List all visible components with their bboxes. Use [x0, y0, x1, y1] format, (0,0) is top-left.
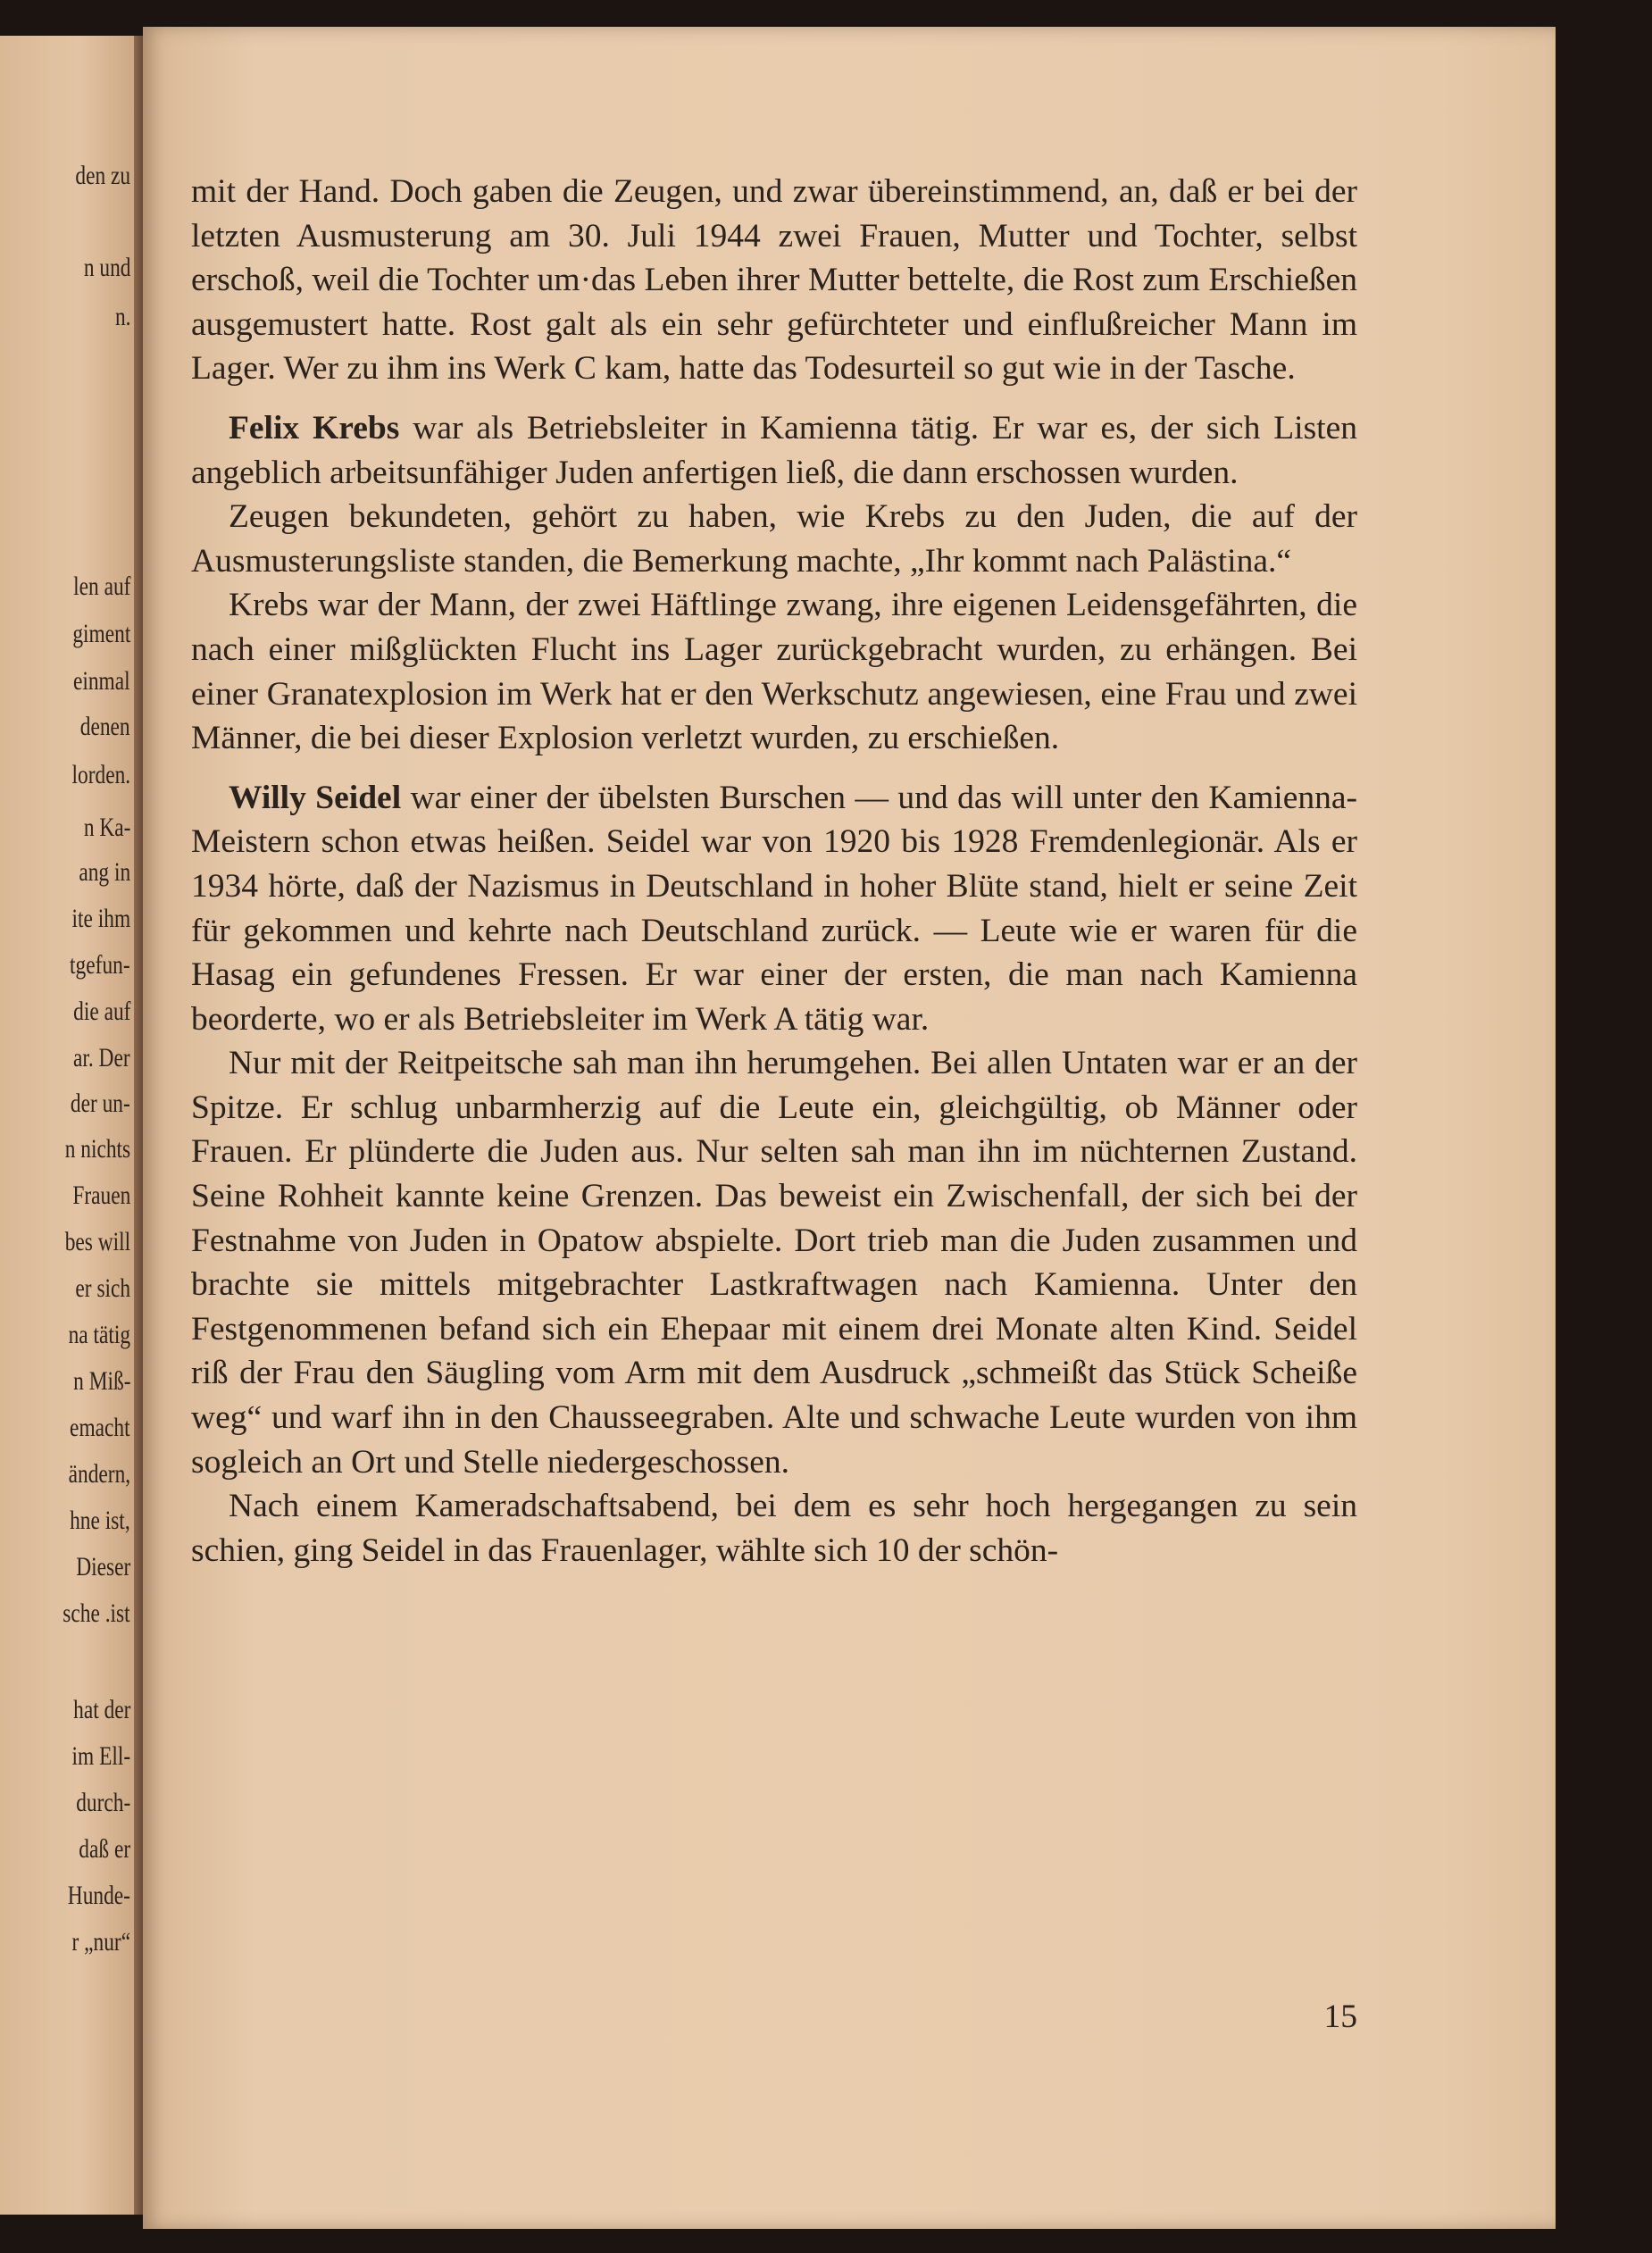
previous-page-line: r „nur“ [71, 1927, 130, 1957]
previous-page-line: n. [114, 302, 130, 331]
previous-page-line: durch- [75, 1788, 130, 1817]
previous-page-line: Frauen [72, 1181, 130, 1210]
previous-page-line: n nichts [64, 1134, 130, 1164]
paragraph-7 [191, 1484, 1357, 1573]
previous-page-line: Hunde- [67, 1881, 130, 1910]
background-edge [1556, 27, 1652, 2229]
previous-page-line: tgefun- [70, 950, 130, 980]
paragraph-3-text: Zeugen bekundeten, gehört zu haben, wie Krebs zu den Juden, die auf der Ausmusterungsliste standen, die Bemerkung machte, „Ihr kommt nach Palästina.“ [191, 498, 1357, 580]
previous-page-line: ang in [79, 857, 130, 887]
previous-page-line: hat der [72, 1695, 130, 1724]
paragraph-7-text: Nach einem Kameradschaftsabend, bei dem es sehr hoch hergegangen zu sein schien, ging Seidel in das Frauenlager, wählte sich 10 der schön- [191, 1488, 1357, 1569]
paragraph-5 [191, 776, 1357, 1042]
paragraph-1 [191, 170, 1357, 391]
previous-page-line: emacht [70, 1413, 130, 1442]
previous-page-line: n Miß- [72, 1366, 130, 1396]
previous-page-edge [0, 36, 143, 2215]
previous-page-line: sche .ist [63, 1598, 130, 1628]
paragraph-4 [191, 583, 1357, 760]
paragraph-6-text: Nur mit der Reitpeitsche sah man ihn herumgehen. Bei allen Untaten war er an der Spitze. Er schlug unbarmherzig auf die Leute ein, gleichgültig, ob Männer oder Frauen. Er plünderte die Juden aus. Nur selten sah man ihn im nüchternen Zustand. Seine Rohheit kannte keine Grenzen. Das beweist ein Zwischenfall, der sich bei der Festnahme von Juden in Opatow abspielte. Dort trieb man die Juden zusammen und brachte sie mittels mitgebrachter Lastkraftwagen nach Kamienna. Unter den Festgenommenen befand sich ein Ehepaar mit einem drei Monate alten Kind. Seidel riß der Frau den Säugling vom Arm mit dem Ausdruck „schmeißt das Stück Scheiße weg“ und warf ihn in den Chausseegraben. Alte und schwache Leute wurden von ihm sogleich an Ort und Stelle niedergeschossen. [191, 1045, 1357, 1481]
paragraph-5-text: war einer der übelsten Burschen — und das will unter den Kamienna-Meistern schon etwas heißen. Seidel war von 1920 bis 1928 Fremdenlegionär. Als er 1934 hörte, daß der Nazismus in Deutschland in hoher Blüte stand, hielt er seine Zeit für gekommen und kehrte nach Deutschland zurück. — Leute wie er waren für die Hasag ein gefundenes Fressen. Er war einer der ersten, die man nach Kamienna beorderte, wo er als Betriebsleiter im Werk A tätig war. [191, 779, 1357, 1038]
person-name-felix-krebs: Felix Krebs [229, 409, 400, 446]
previous-page-line: Dieser [75, 1552, 130, 1581]
previous-page-line: daß er [79, 1834, 130, 1864]
paragraph-3 [191, 495, 1357, 583]
previous-page-line: denen [80, 712, 130, 741]
previous-page-line: ite ihm [71, 904, 130, 933]
page-number: 15 [1323, 1998, 1357, 2035]
previous-page-line: n Ka- [83, 813, 130, 842]
previous-page-line: einmal [73, 666, 130, 696]
previous-page-line: giment [72, 619, 130, 648]
paragraph-1-text: mit der Hand. Doch gaben die Zeugen, und zwar übereinstimmend, an, daß er bei der letzten Ausmusterung am 30. Juli 1944 zwei Frauen, Mutter und Tochter, selbst erschoß, weil die Tochter um·das Leben ihrer Mutter bettelte, die Rost zum Erschießen ausgemustert hatte. Rost galt als ein sehr gefürchteter und einflußreicher Mann im Lager. Wer zu ihm ins Werk C kam, hatte das Todesurteil so gut wie in der Tasche. [191, 173, 1357, 388]
previous-page-line: na tätig [68, 1320, 130, 1349]
previous-page-line: im Ell- [71, 1741, 130, 1771]
previous-page-line: den zu [75, 161, 130, 190]
previous-page-line: die auf [72, 997, 130, 1026]
previous-page-line: n und [83, 253, 130, 282]
paragraph-6 [191, 1041, 1357, 1484]
previous-page-line: hne ist, [70, 1506, 130, 1535]
person-name-willy-seidel: Willy Seidel [229, 779, 402, 816]
paragraph-2-text: war als Betriebsleiter in Kamienna tätig. Er war es, der sich Listen angeblich arbeitsunfähiger Juden anfertigen ließ, die dann erschossen wurden. [191, 409, 1357, 491]
previous-page-line: ar. Der [73, 1043, 130, 1072]
paragraph-4-text: Krebs war der Mann, der zwei Häftlinge zwang, ihre eigenen Leidensgefährten, die nach einer mißglückten Flucht ins Lager zurückgebracht wurden, zu erhängen. Bei einer Granatexplosion im Werk hat er den Werkschutz angewiesen, eine Frau und zwei Männer, die bei dieser Explosion verletzt wurden, zu erschießen. [191, 587, 1357, 757]
previous-page-line: ändern, [68, 1459, 130, 1489]
page-body [191, 170, 1357, 1573]
paragraph-2 [191, 406, 1357, 495]
previous-page-line: der un- [71, 1089, 130, 1118]
previous-page-line: er sich [75, 1273, 130, 1303]
book-page [143, 27, 1556, 2229]
previous-page-line: lorden. [71, 760, 130, 789]
previous-page-line: len auf [72, 572, 130, 601]
previous-page-line: bes will [64, 1227, 130, 1256]
